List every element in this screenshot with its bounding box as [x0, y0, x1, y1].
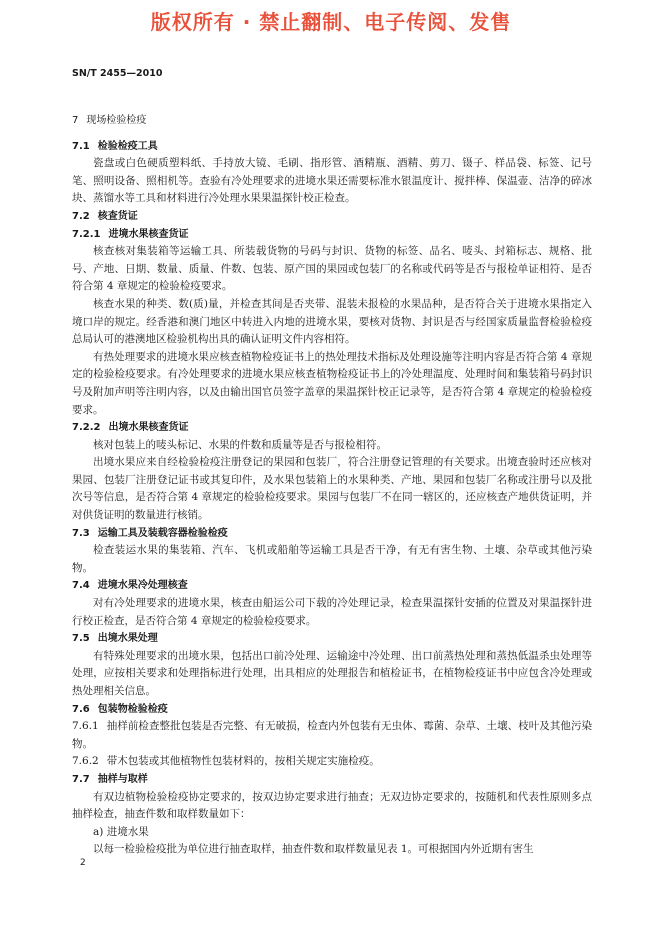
section-title: 进境水果冷处理核查 — [97, 580, 188, 592]
paragraph: 瓷盘或白色硬质塑料纸、手持放大镜、毛刷、指形管、酒精瓶、酒精、剪刀、镊子、样品袋、标签、记号笔、照明设备、照相机等。查验有冷处理要求的进境水果还需要标准水银温度计、搅拌棒、保温壶、洁净的碎冰块、蒸馏水等工具和材料进行冷处理水果果温探针校正检查。 — [72, 157, 592, 205]
section-title: 出境水果处理 — [97, 633, 158, 645]
section-title: 现场检验检疫 — [86, 115, 147, 126]
section-7-2-heading — [72, 208, 592, 226]
paragraph: 核查核对集装箱等运输工具、所装载货物的号码与封识、货物的标签、品名、唛头、封箱标志、规格、批号、产地、日期、数量、质量、件数、包装、原产国的果园或包装厂的名称或代码等是否与报检单证相符、是否符合第 4 章规定的检验检疫要求。 — [72, 245, 592, 293]
clause-text: 带木包装或其他植物性包装材料的，按相关规定实施检疫。 — [106, 755, 380, 768]
paragraph: 有热处理要求的进境水果应核查植物检疫证书上的热处理技术指标及处理设施等注明内容是否符合第 4 章规定的检验检疫要求。有冷处理要求的进境水果应核查植物检疫证书上的冷处理温度、处理时间和集装箱号码封识号及附加声明等注明内容，以及由输出国官员签字盖章的果温探针校正记录等，是否符合第 4 章规定的检验检疫要求。 — [72, 350, 592, 416]
section-title: 出境水果核查货证 — [108, 422, 189, 434]
watermark-banner: 版权所有 · 禁止翻制、电子传阅、发售 — [150, 10, 512, 34]
section-number: 7.7 — [72, 773, 90, 785]
section-7-3-heading — [72, 525, 592, 543]
clause-7-6-1 — [72, 718, 592, 753]
standard-number: SN/T 2455—2010 — [72, 68, 163, 79]
paragraph: 有双边植物检验检疫协定要求的，按双边协定要求进行抽查；无双边协定要求的，按随机和代表性原则多点抽样检查，抽查件数和取样数量如下： — [72, 790, 592, 821]
paragraph: 核查水果的种类、数(质)量，并检查其间是否夹带、混装未报检的水果品种，是否符合关于进境水果指定入境口岸的规定。经香港和澳门地区中转进入内地的进境水果，要核对货物、封识是否与经国家质量监督检验检疫总局认可的港澳地区检验机构出具的确认证明文件内容相符。 — [72, 297, 592, 346]
section-number: 7.2 — [72, 210, 90, 222]
section-title: 检验检疫工具 — [97, 140, 158, 152]
section-number: 7.2.2 — [72, 422, 101, 434]
section-number: 7.6 — [72, 703, 90, 715]
clause-number: 7.6.2 — [72, 755, 99, 768]
paragraph: 有特殊处理要求的出境水果，包括出口前冷处理、运输途中冷处理、出口前蒸热处理和蒸热低温杀虫处理等处理，应按相关要求和处理指标进行处理，出具相应的处理报告和植检证书，在植物检疫证书中应包含冷处理或热处理相关信息。 — [72, 649, 592, 697]
section-7-6-heading — [72, 701, 592, 719]
section-7-1-heading — [72, 138, 592, 156]
section-7-2-2-heading — [72, 419, 592, 437]
paragraph: 以每一检验检疫批为单位进行抽查取样，抽查件数和取样数量见表 1。可根据国内外近期有害生 — [93, 843, 534, 856]
paragraph: 对有冷处理要求的进境水果，核查由船运公司下载的冷处理记录，检查果温探针安插的位置及对果温探针进行校正检查，是否符合第 4 章规定的检验检疫要求。 — [72, 597, 592, 627]
section-7-heading — [72, 112, 592, 130]
section-number: 7.1 — [72, 140, 90, 152]
clause-number: 7.6.1 — [72, 720, 99, 733]
section-number: 7.5 — [72, 633, 90, 645]
paragraph: 核对包装上的唛头标记、水果的件数和质量等是否与报检相符。 — [93, 438, 387, 451]
section-title: 包装物检验检疫 — [97, 703, 168, 715]
section-title: 核查货证 — [97, 210, 138, 222]
paragraph: 检查装运水果的集装箱、汽车、飞机或船舶等运输工具是否干净，有无有害生物、土壤、杂草或其他污染物。 — [72, 544, 592, 574]
section-title: 进境水果核查货证 — [108, 228, 189, 240]
section-title: 运输工具及装载容器检验检疫 — [97, 527, 228, 539]
section-7-7-heading — [72, 771, 592, 789]
section-7-2-1-heading — [72, 226, 592, 244]
page-number: 2 — [80, 858, 86, 868]
list-item-a: a) 进境水果 — [93, 825, 149, 838]
clause-7-6-2 — [72, 753, 592, 771]
clause-text: 抽样前检查整批包装是否完整、有无破损，检查内外包装有无虫体、霉菌、杂草、土壤、枝叶及其他污染物。 — [72, 720, 592, 750]
section-number: 7.4 — [72, 580, 90, 592]
paragraph: 出境水果应来自经检验检疫注册登记的果园和包装厂，符合注册登记管理的有关要求。出境查验时还应核对果园、包装厂注册登记证书或其复印件，及水果包装箱上的水果种类、产地、果园和包装厂名称或注册号以及批次号等信息，是否符合第 4 章规定的检验检疫要求。果园与包装厂不在同一辖区的，还应核查产地供货证明，并对供货证明的数量进行核销。 — [72, 456, 592, 522]
section-number: 7.3 — [72, 527, 90, 539]
section-number: 7 — [72, 115, 79, 126]
section-title: 抽样与取样 — [97, 773, 148, 785]
section-7-4-heading — [72, 577, 592, 595]
document-body — [72, 112, 592, 859]
section-7-5-heading — [72, 630, 592, 648]
section-number: 7.2.1 — [72, 228, 101, 240]
